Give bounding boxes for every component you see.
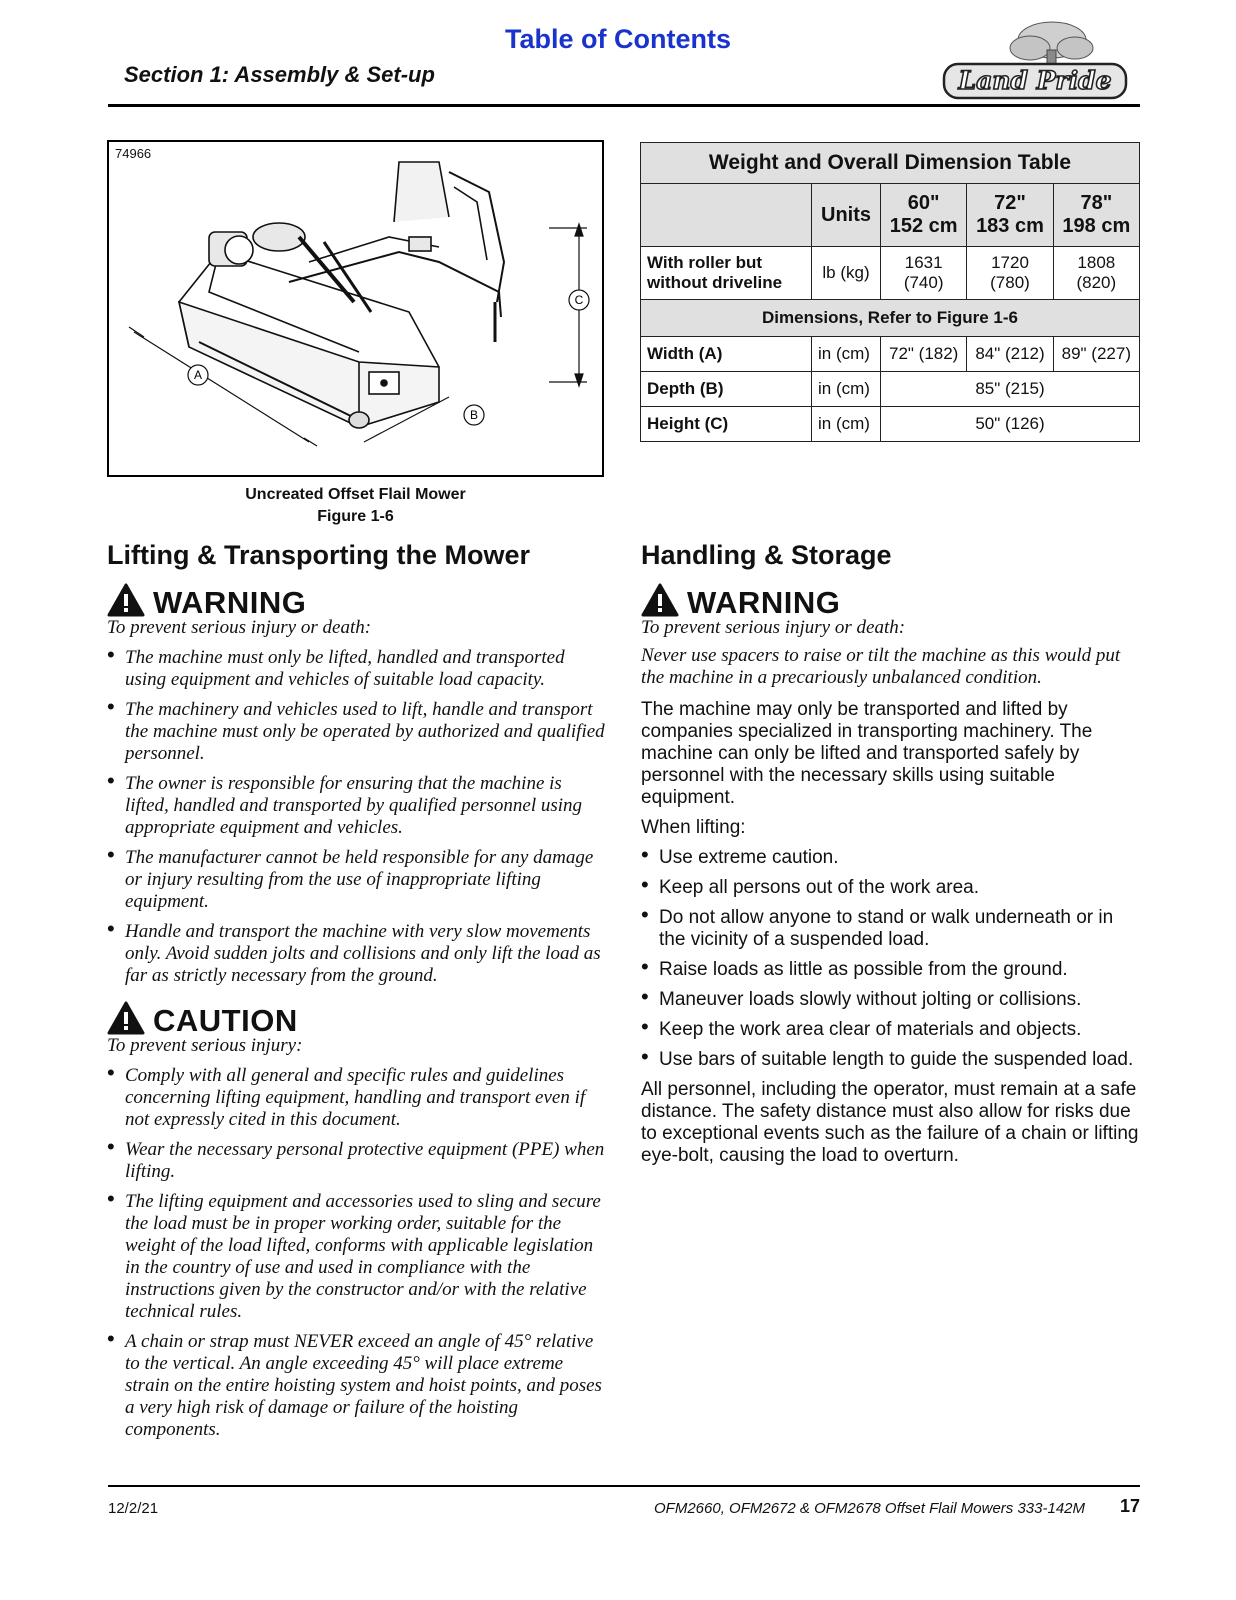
- weight-row-units: lb (kg): [812, 247, 881, 300]
- mower-illustration: [109, 142, 602, 475]
- warning-triangle-icon: [641, 583, 679, 617]
- warning-triangle-icon: [107, 1001, 145, 1035]
- figure-id: 74966: [115, 146, 152, 161]
- col-header-72: 72" 183 cm: [967, 184, 1053, 247]
- list-item: • A chain or strap must NEVER exceed an angle of 45° relative to the vertical. An angle exceeding 45° will place extreme strain on the entire hoisting system and hoist points, and poses a very high risk of damage or failure of the hoisting components.: [107, 1331, 607, 1441]
- page-number: 17: [1119, 1496, 1140, 1516]
- weight-dimension-table: [640, 142, 1140, 442]
- left-column: [107, 540, 607, 1449]
- warning-intro-left: To prevent serious injury or death:: [107, 617, 372, 638]
- list-item: • Handle and transport the machine with very slow movements only. Avoid sudden jolts and collisions and only lift the load as far as strictly necessary from the ground.: [107, 921, 607, 987]
- col-header-60: 60" 152 cm: [881, 184, 967, 247]
- right-column: [641, 540, 1141, 1175]
- list-item: • The manufacturer cannot be held responsible for any damage or injury resulting from the use of inappropriate lifting equipment.: [107, 847, 607, 913]
- weight-60: 1631 (740): [881, 247, 967, 300]
- depth-row-units: in (cm): [812, 372, 881, 407]
- list-item: • The owner is responsible for ensuring that the machine is lifted, handled and transported by qualified personnel using appropriate equipment and vehicles.: [107, 773, 607, 839]
- table-of-contents-link[interactable]: Table of Contents: [505, 24, 731, 54]
- handling-heading: Handling & Storage: [641, 540, 892, 570]
- width-row-units: in (cm): [812, 337, 881, 372]
- lifting-heading: Lifting & Transporting the Mower: [107, 540, 530, 570]
- footer-rule: [108, 1485, 1140, 1487]
- list-item: • Use bars of suitable length to guide the suspended load.: [641, 1049, 1141, 1071]
- warning-bullets-left: [107, 647, 607, 987]
- footer-date: 12/2/21: [108, 1500, 159, 1517]
- list-item: • Wear the necessary personal protective equipment (PPE) when lifting.: [107, 1139, 607, 1183]
- list-item: • Raise loads as little as possible from the ground.: [641, 959, 1141, 981]
- list-item: • Do not allow anyone to stand or walk underneath or in the vicinity of a suspended load.: [641, 907, 1141, 951]
- footer-document-title: OFM2660, OFM2672 & OFM2678 Offset Flail Mowers 333-142M: [654, 1500, 1085, 1517]
- col-header-78: 78" 198 cm: [1053, 184, 1139, 247]
- width-row-label: Width (A): [641, 337, 812, 372]
- depth-value: 85" (215): [881, 372, 1140, 407]
- svg-text:Land Pride: Land Pride: [958, 66, 1112, 95]
- header-rule: [108, 104, 1140, 107]
- weight-row-label: With roller but without driveline: [641, 247, 812, 300]
- warning-text-right: Never use spacers to raise or tilt the machine as this would put the machine in a precariously unbalanced condition.: [641, 645, 1121, 688]
- width-78: 89" (227): [1053, 337, 1139, 372]
- dimensions-subheader: Dimensions, Refer to Figure 1-6: [641, 300, 1140, 337]
- depth-row-label: Depth (B): [641, 372, 812, 407]
- warning-label-left: WARNING: [107, 583, 607, 621]
- width-60: 72" (182): [881, 337, 967, 372]
- section-title: Section 1: Assembly & Set-up: [124, 62, 435, 87]
- caution-label: CAUTION: [107, 1001, 607, 1039]
- width-72: 84" (212): [967, 337, 1053, 372]
- figure-caption-title: Uncreated Offset Flail Mower: [245, 486, 466, 503]
- land-pride-logo: [940, 18, 1130, 106]
- list-item: • The machine must only be lifted, handled and transported using equipment and vehicles of suitable load capacity.: [107, 647, 607, 691]
- safety-distance-paragraph: All personnel, including the operator, must remain at a safe distance. The safety distance must also allow for risks due to exceptional events such as the failure of a chain or lifting eye-bolt, causing the load to overturn.: [641, 1079, 1139, 1166]
- weight-78: 1808 (820): [1053, 247, 1139, 300]
- list-item: • Keep all persons out of the work area.: [641, 877, 1141, 899]
- list-item: • Use extreme caution.: [641, 847, 1141, 869]
- figure-caption-number: Figure 1-6: [317, 508, 394, 525]
- caution-intro: To prevent serious injury:: [107, 1035, 303, 1056]
- lifting-bullets: [641, 847, 1141, 1071]
- list-item: • Maneuver loads slowly without jolting or collisions.: [641, 989, 1141, 1011]
- list-item: • Comply with all general and specific rules and guidelines concerning lifting equipment, handling and transport even if not expressly cited in this document.: [107, 1065, 607, 1131]
- list-item: • Keep the work area clear of materials and objects.: [641, 1019, 1141, 1041]
- list-item: • The lifting equipment and accessories used to sling and secure the load must be in proper working order, suitable for the weight of the load lifted, conforms with applicable legislation in the country of use and used in compliance with the instructions given by the constructor and/or with the relative technical rules.: [107, 1191, 607, 1323]
- height-value: 50" (126): [881, 407, 1140, 442]
- figure-frame: [107, 140, 604, 477]
- warning-intro-right: To prevent serious injury or death:: [641, 617, 906, 638]
- warning-triangle-icon: [107, 583, 145, 617]
- height-row-label: Height (C): [641, 407, 812, 442]
- when-lifting-label: When lifting:: [641, 817, 746, 838]
- warning-label-right: WARNING: [641, 583, 1141, 621]
- callout-c: C: [574, 293, 584, 307]
- units-header: Units: [812, 184, 881, 247]
- callout-a: A: [193, 368, 203, 382]
- weight-72: 1720 (780): [967, 247, 1053, 300]
- list-item: • The machinery and vehicles used to lift, handle and transport the machine must only be operated by authorized and qualified personnel.: [107, 699, 607, 765]
- table-title: Weight and Overall Dimension Table: [641, 143, 1140, 184]
- caution-bullets: [107, 1065, 607, 1441]
- transport-paragraph: The machine may only be transported and lifted by companies specialized in transporting machinery. The machine can only be lifted and transported safely by personnel with the necessary skills using suitable equipment.: [641, 699, 1093, 808]
- height-row-units: in (cm): [812, 407, 881, 442]
- callout-b: B: [469, 408, 479, 422]
